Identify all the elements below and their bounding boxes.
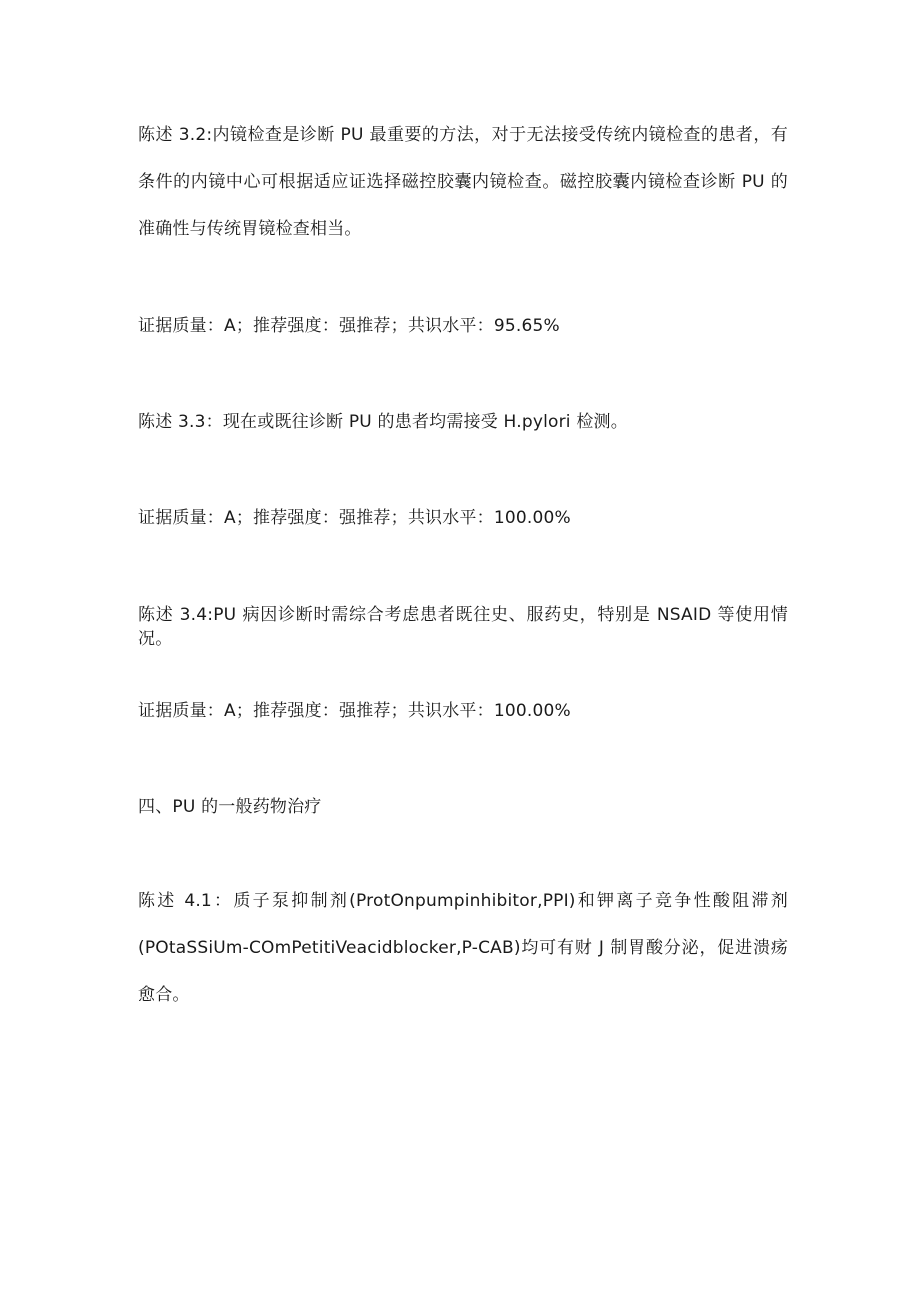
evidence-3-4: 证据质量：A；推荐强度：强推荐；共识水平：100.00% [138,701,571,721]
statement-3-4: 陈述 3.4:PU 病因诊断时需综合考虑患者既往史、服药史，特别是 NSAID 等使用情况。 [138,605,788,649]
statement-3-3: 陈述 3.3：现在或既往诊断 PU 的患者均需接受 H.pylori 检测。 [138,412,628,432]
statement-4-1: 陈述 4.1：质子泵抑制剂(ProtOnpumpinhibitor,PPI)和钾离子竞争性酸阻滞剂(POtaSSiUm-COmPetitiVeacidblocker,P-CAB)均可有财 J 制胃酸分泌，促进溃疡愈合。 [138,891,788,1005]
evidence-3-2: 证据质量：A；推荐强度：强推荐；共识水平：95.65% [138,316,560,336]
statement-3-2: 陈述 3.2:内镜检查是诊断 PU 最重要的方法，对于无法接受传统内镜检查的患者，有条件的内镜中心可根据适应证选择磁控胶囊内镜检查。磁控胶囊内镜检查诊断 PU 的准确性与传统胃镜检查相当。 [138,125,788,239]
evidence-3-3: 证据质量：A；推荐强度：强推荐；共识水平：100.00% [138,508,571,528]
section-4-heading: 四、PU 的一般药物治疗 [138,797,322,817]
